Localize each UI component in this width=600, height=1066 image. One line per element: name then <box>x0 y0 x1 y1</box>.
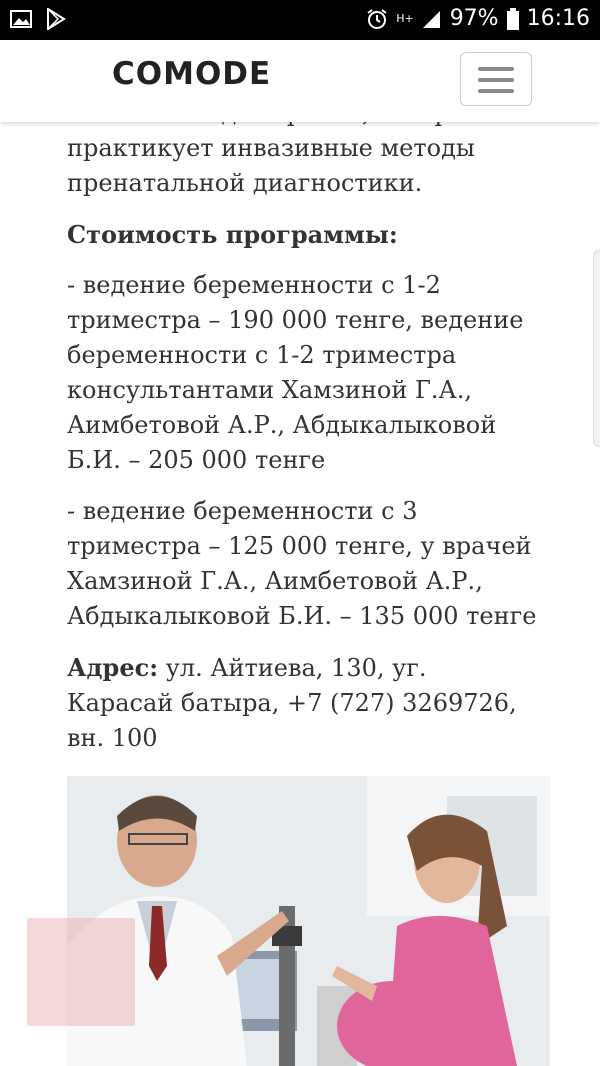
battery-icon <box>507 8 519 30</box>
address-value: ул. Айтиева, 130, уг. Карасай батыра, +7 (727) 3269726, вн. 100 <box>67 654 517 752</box>
signal-icon <box>422 9 442 29</box>
play-store-icon <box>46 8 66 30</box>
status-bar <box>0 0 600 40</box>
site-logo[interactable]: COMODE <box>112 56 272 92</box>
address-paragraph <box>67 650 537 756</box>
intro-paragraph: практикует инвазивные методы пренатальной диагностики. <box>67 134 475 197</box>
price-item: - ведение беременности с 3 триместра – 125 000 тенге, у врачей Хамзиной Г.А., Аимбетовой А.Р., Абдыкалыковой Б.И. – 135 000 тенге <box>67 497 537 630</box>
address-label: Адрес: <box>67 653 159 682</box>
network-type: H+ <box>396 12 414 25</box>
image-icon <box>10 9 32 29</box>
alarm-icon <box>366 8 388 30</box>
hamburger-line <box>478 89 514 93</box>
clock: 16:16 <box>526 6 590 31</box>
doctor-and-pregnant-woman-photo <box>67 776 550 1066</box>
article-body <box>67 96 537 772</box>
battery-percent: 97% <box>449 6 499 31</box>
menu-button[interactable] <box>460 52 532 106</box>
price-item: - ведение беременности с 1-2 триместра – 190 000 тенге, ведение беременности с 1-2 триместра консультантами Хамзиной Г.А., Аимбетовой А.Р., Абдыкалыковой Б.И. – 205 000 тенге <box>67 271 524 474</box>
hamburger-line <box>478 78 514 82</box>
price-heading: Стоимость программы: <box>67 220 398 249</box>
scroll-to-top-button[interactable] <box>27 918 135 1026</box>
site-header <box>0 40 600 122</box>
hamburger-menu-icon <box>478 67 514 71</box>
side-scroll-tab[interactable] <box>593 250 600 447</box>
